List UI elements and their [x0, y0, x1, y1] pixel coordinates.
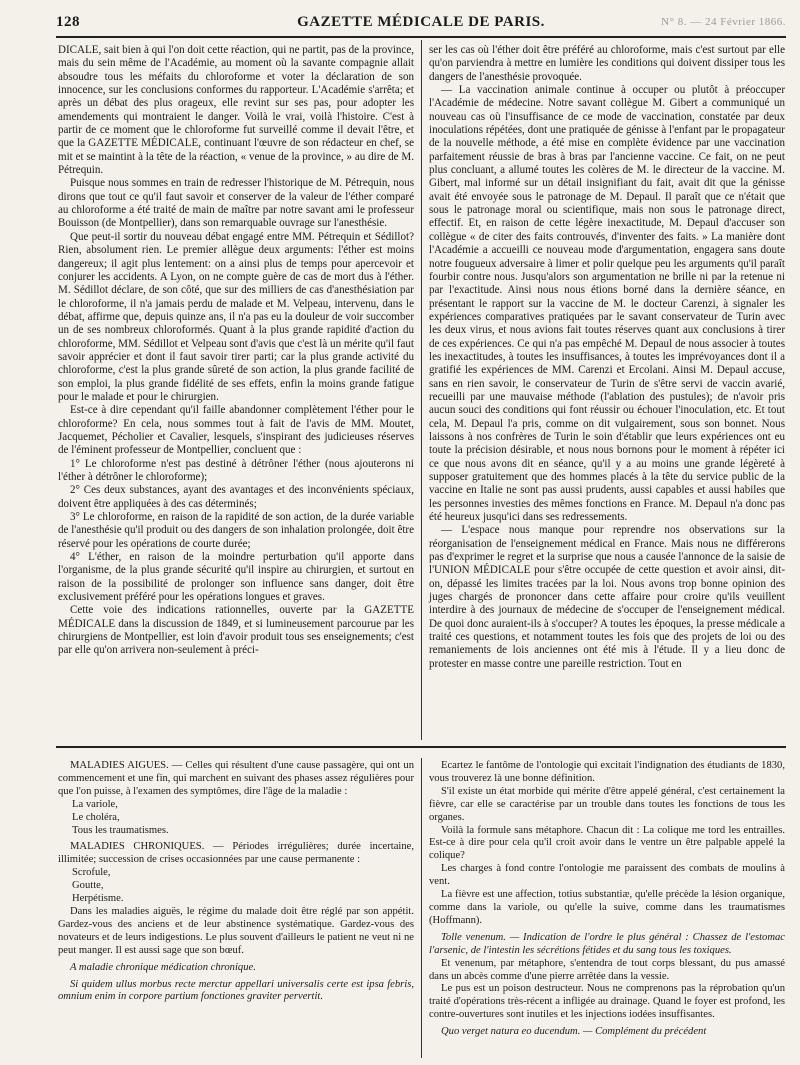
- paragraph: — La vaccination animale continue à occuper ou plutôt à préoccuper l'Académie de médecine. Notre savant collègue M. Gibert a communiqué un nouveau cas où l'insuffisance de ce mode de vaccination, constatée par deux inoculations répétées, dont une pratiquée de génisse à l'enfant par le propagateur de la nouvelle méthode, a été mise en complète évidence par une vaccination parfaitement réussie de bras à bras par l'ancienne vaccine. Ce fait, on ne peut plus concluant, a allumé toutes les colères de M. le directeur de la vaccine. M. Gibert, mal informé sur un détail insignifiant du fait, avait dit que la génisse avait été envoyée sous le patronage de M. Depaul. Il paraît que ce n'était que sous le patronage moral ou scientifique, mais non sous le patronage direct, effectif. Et, en raison de cette légère inexactitude, M. Depaul d'accuser son collègue « de citer des faits controuvés, d'inventer des faits. » La manière dont l'Académie a accueilli ce nouveau mode d'argumentation, engagera sans doute notre fougueux adversaire à limer et polir quelque peu les arguments qu'il paraît fourbir contre nous. Jusqu'alors son argumentation ne brille ni par la retenue ni par l'exactitude. Ainsi nous nous étions borné dans la dernière séance, en présentant le rapport sur la vaccine de M. le docteur Carenzi, à signaler les expériences comparatives pratiquées par le savant conservateur de Turin avec les deux virus, et nous avions fait toutes réserves quant aux conclusions à tirer de ces expériences. Ce qui n'a pas empêché M. Depaul de nous associer à toutes les inexactitudes, à toutes les insuffisances, à toutes les imprévoyances dont il a gratifié les expériences de MM. Carenzi et Ercolani. Ainsi M. Depaul accuse, sans en rien savoir, le conservateur de Turin de s'être servi de vaccin avarié, recueilli par une mauvaise méthode (l'ablation des pustules); de n'avoir pris aucun souci des conditions qui font réussir ou échouer l'inoculation, etc. Et tout cela, M. Depaul l'a pris, comme on dit vulgairement, sous son bonnet. Nous laissons à nos confrères de Turin le soin d'établir que leurs expériences ont eu toute la précision désirable, et nous nous bornons pour le moment à répéter ici ce que nous avons dit en séance, qu'il y a au moins une grande légèreté à supposer gratuitement que des hommes placés à la tête du service public de la vaccine en Italie ne sont pas aussi prudents, aussi capables et aussi habiles que les personnes investies des mêmes fonctions en France. M. Depaul n'a donc pas été heureux jusqu'ici dans ses redressements.: [429, 84, 785, 524]
- feuilleton-divider: [56, 746, 786, 748]
- feuilleton-right-column: [429, 760, 785, 1039]
- list-item: Herpétisme.: [72, 893, 124, 905]
- footer-column-divider: [421, 758, 422, 1058]
- paragraph: DICALE, sait bien à qui l'on doit cette réaction, qui ne partit, pas de la province, mais du sein même de l'Académie, au moment où la savante compagnie allait absoudre tous les méfaits du chloroforme et voter la déclaration de son innocence, sur les conclusions conformes du rapporteur. L'Académie s'arrêta; et après un débat des plus orageux, elle revint sur ses pas, pour adopter les amendements qui montraient le danger. Voilà le vrai, voilà l'histoire. C'est à partir de ce moment que le chloroforme fut surveillé comme il devait l'être, et que la GAZETTE MÉDICALE, continuant l'œuvre de son rédacteur en chef, se mit et se maintint à la tête de la réaction, « venue de la province, » au dire de M. Pétrequin.: [58, 44, 414, 177]
- page-header: [56, 14, 786, 38]
- list-item: 1° Le chloroforme n'est pas destiné à détrôner l'éther (nous ajouterons ni l'éther à détrôner le chloroforme);: [58, 457, 414, 483]
- page-number: 128: [56, 14, 80, 30]
- maxim: A maladie chronique médication chronique.: [70, 961, 256, 973]
- date-stamp: N° 8. — 24 Février 1866.: [661, 16, 786, 28]
- paragraph: — L'espace nous manque pour reprendre nos observations sur la réorganisation de l'enseignement médical en France. Mais nous ne différerons pas d'exprimer le regret et la surprise que nous a causée l'annonce de la saisie de l'UNION MÉDICALE pour s'être occupée de cette question et avoir ainsi, dit-on, dépassé les limites tracées par la loi. Nous avons trop bonne opinion des juges chargés de prononcer dans cette affaire pour croire qu'ils veuillent interdire à des journaux de médecine de s'occuper de l'enseignement médical. De quoi donc auraient-ils à s'occuper? A toutes les époques, la presse médicale a traité ces questions, et notamment toutes les fois que des projets de loi ou des remaniements de lois anciennes ont été mis à l'étude. Il y a lieu donc de protester en masse contre une pareille restriction. Tout en: [429, 524, 785, 670]
- paragraph: Et venenum, par métaphore, s'entendra de tout corps blessant, du pus amassé dans un abcès comme d'une pierre arrêtée dans la vessie.: [429, 957, 785, 982]
- latin-quote: Si quidem ullus morbus recte merctur appellari universalis certe est ipsa febris, omnium enim in corpore partium fonctiones graviter pervertit.: [58, 978, 414, 1003]
- paragraph: Les charges à fond contre l'ontologie me paraissent des combats de moulins à vent.: [429, 863, 785, 888]
- paragraph: MALADIES CHRONIQUES. — Périodes irrégulières; durée incertaine, illimitée; succession de crises occasionnées par une cause permanente :: [58, 841, 414, 866]
- right-column: [429, 44, 785, 671]
- list-item: 4° L'éther, en raison de la moindre perturbation qu'il apporte dans l'organisme, de la plus grande sécurité qu'il inspire au chirurgien, et surtout en raison de la possibilité de prolonger son influence sans danger, doit être exclusivement préféré pour les opérations longues et graves.: [58, 551, 414, 604]
- column-divider: [421, 40, 422, 740]
- paragraph: ser les cas où l'éther doit être préféré au chloroforme, mais c'est surtout par elle qu'on parviendra à mettre en lumière les conditions qui doivent dissiper tous les dangers de l'anesthésie provoquée.: [429, 44, 785, 83]
- paragraph: Dans les maladies aiguës, le régime du malade doit être réglé par son appétit. Gardez-vous des anciens et de leur abstinence systématique. Gardez-vous des novateurs et de leurs indigestions. Le plus souvent d'ailleurs le patient ne veut ni ne peut manger. Il est aussi sage que son bœuf.: [58, 905, 414, 956]
- paragraph: Que peut-il sortir du nouveau débat engagé entre MM. Pétrequin et Sédillot? Rien, absolument rien. Le premier allègue deux arguments: l'éther est moins dangereux; il agit plus lentement: on a ainsi plus de temps pour apercevoir et conjurer les accidents. A Lyon, on ne compte guère de cas de mort dus à l'éther. M. Sédillot déclare, de son côté, que sur des milliers de cas d'anesthésiation par le chloroforme, il n'a jamais perdu de malade et M. Velpeau, intervenu, dans le débat, affirme que, depuis quinze ans, il n'a pas eu la douleur de voir succomber un de ses nombreux chloroformés. Quant à la plus grande rapidité d'action du chloroforme, MM. Sédillot et Velpeau sont d'avis que c'est là un mérite qu'il faut savoir apprécier et dont il faut savoir tirer parti; car la plus grande activité du chloroforme, c'est la plus grande sûreté de son action, la plus grande facilité de son emploi, la plus grande fidélité de ses effets, enfin la moins grande fatigue pour le malade et pour le chirurgien.: [58, 230, 414, 403]
- list-item: Tous les traumatismes.: [72, 824, 169, 836]
- paragraph: Voilà la formule sans métaphore. Chacun dit : La colique me tord les entrailles. Est-ce à dire pour cela qu'il croit avoir dans le ventre un être palpable appelé la colique?: [429, 824, 785, 862]
- list-item: Goutte,: [72, 880, 104, 892]
- feuilleton-left-column: [58, 760, 414, 1004]
- paragraph: Cette voie des indications rationnelles, ouverte par la GAZETTE MÉDICALE dans la discussion de 1849, et si lumineusement parcourue par les chirurgiens de Montpellier, est loin d'avoir produit tous ses enseignements; c'est par elle qu'on arrivera non-seulement à préci-: [58, 604, 414, 657]
- list-item: Le choléra,: [72, 811, 120, 823]
- paragraph: Le pus est un poison destructeur. Nous ne comprenons pas la réprobation qu'un traité d'opérations très-récent a infligée au drainage. Quand le foyer est profond, les contre-ouvertures sont inutiles et les injections iodées insuffisantes.: [429, 983, 785, 1021]
- paragraph: Tolle venenum. — Indication de l'ordre le plus général : Chassez de l'estomac l'arsenic, de l'intestin les sécrétions fétides et du sang tous les toxiques.: [429, 931, 785, 956]
- list-item: La variole,: [72, 798, 118, 810]
- list-item: 3° Le chloroforme, en raison de la rapidité de son action, de la durée variable de l'anesthésie qu'il produit ou des dangers de son inhalation prolongée, doit être réservé pour les opérations de courte durée;: [58, 511, 414, 550]
- paragraph: Puisque nous sommes en train de redresser l'historique de M. Pétrequin, nous dirons que tout ce qu'il faut savoir et conserver de la valeur de l'éther comparé au chloroforme a été traité de main de maître par notre savant ami le professeur Bouisson (de Montpellier), dans son remarquable ouvrage sur l'anesthésie.: [58, 177, 414, 230]
- paragraph: MALADIES AIGUES. — Celles qui résultent d'une cause passagère, qui ont un commencement et une fin, qui marchent en suivant des phases assez régulières pour que l'on puisse, à l'examen des symptômes, dire l'âge de la maladie :: [58, 760, 414, 797]
- paragraph: Quo verget natura eo ducendum. — Complément du précédent: [441, 1026, 707, 1038]
- left-column: [58, 44, 414, 658]
- list-item: 2° Ces deux substances, ayant des avantages et des inconvénients spéciaux, doivent être appliquées à des cas déterminés;: [58, 484, 414, 510]
- paragraph: Est-ce à dire cependant qu'il faille abandonner complètement l'éther pour le chloroforme? En cela, nous sommes tout à fait de l'avis de MM. Moutet, Jacquemet, Pécholier et Cavalier, lesquels, s'inspirant des judicieuses réserves de l'éminent professeur de Montpellier, concluent que :: [58, 404, 414, 457]
- paragraph: S'il existe un état morbide qui mérite d'être appelé général, c'est certainement la fièvre, car elle se caractérise par un trouble dans toutes les fonctions de tous les organes.: [429, 785, 785, 823]
- list-item: Scrofule,: [72, 867, 111, 879]
- paragraph: La fièvre est une affection, totius substantiæ, qu'elle précède la lésion organique, comme dans la variole, ou qu'elle la suive, comme dans les traumatismes (Hoffmann).: [429, 889, 785, 926]
- journal-title: GAZETTE MÉDICALE DE PARIS.: [297, 14, 545, 30]
- paragraph: Ecartez le fantôme de l'ontologie qui excitait l'indignation des étudiants de 1830, vous trouverez là une bonne définition.: [429, 760, 785, 784]
